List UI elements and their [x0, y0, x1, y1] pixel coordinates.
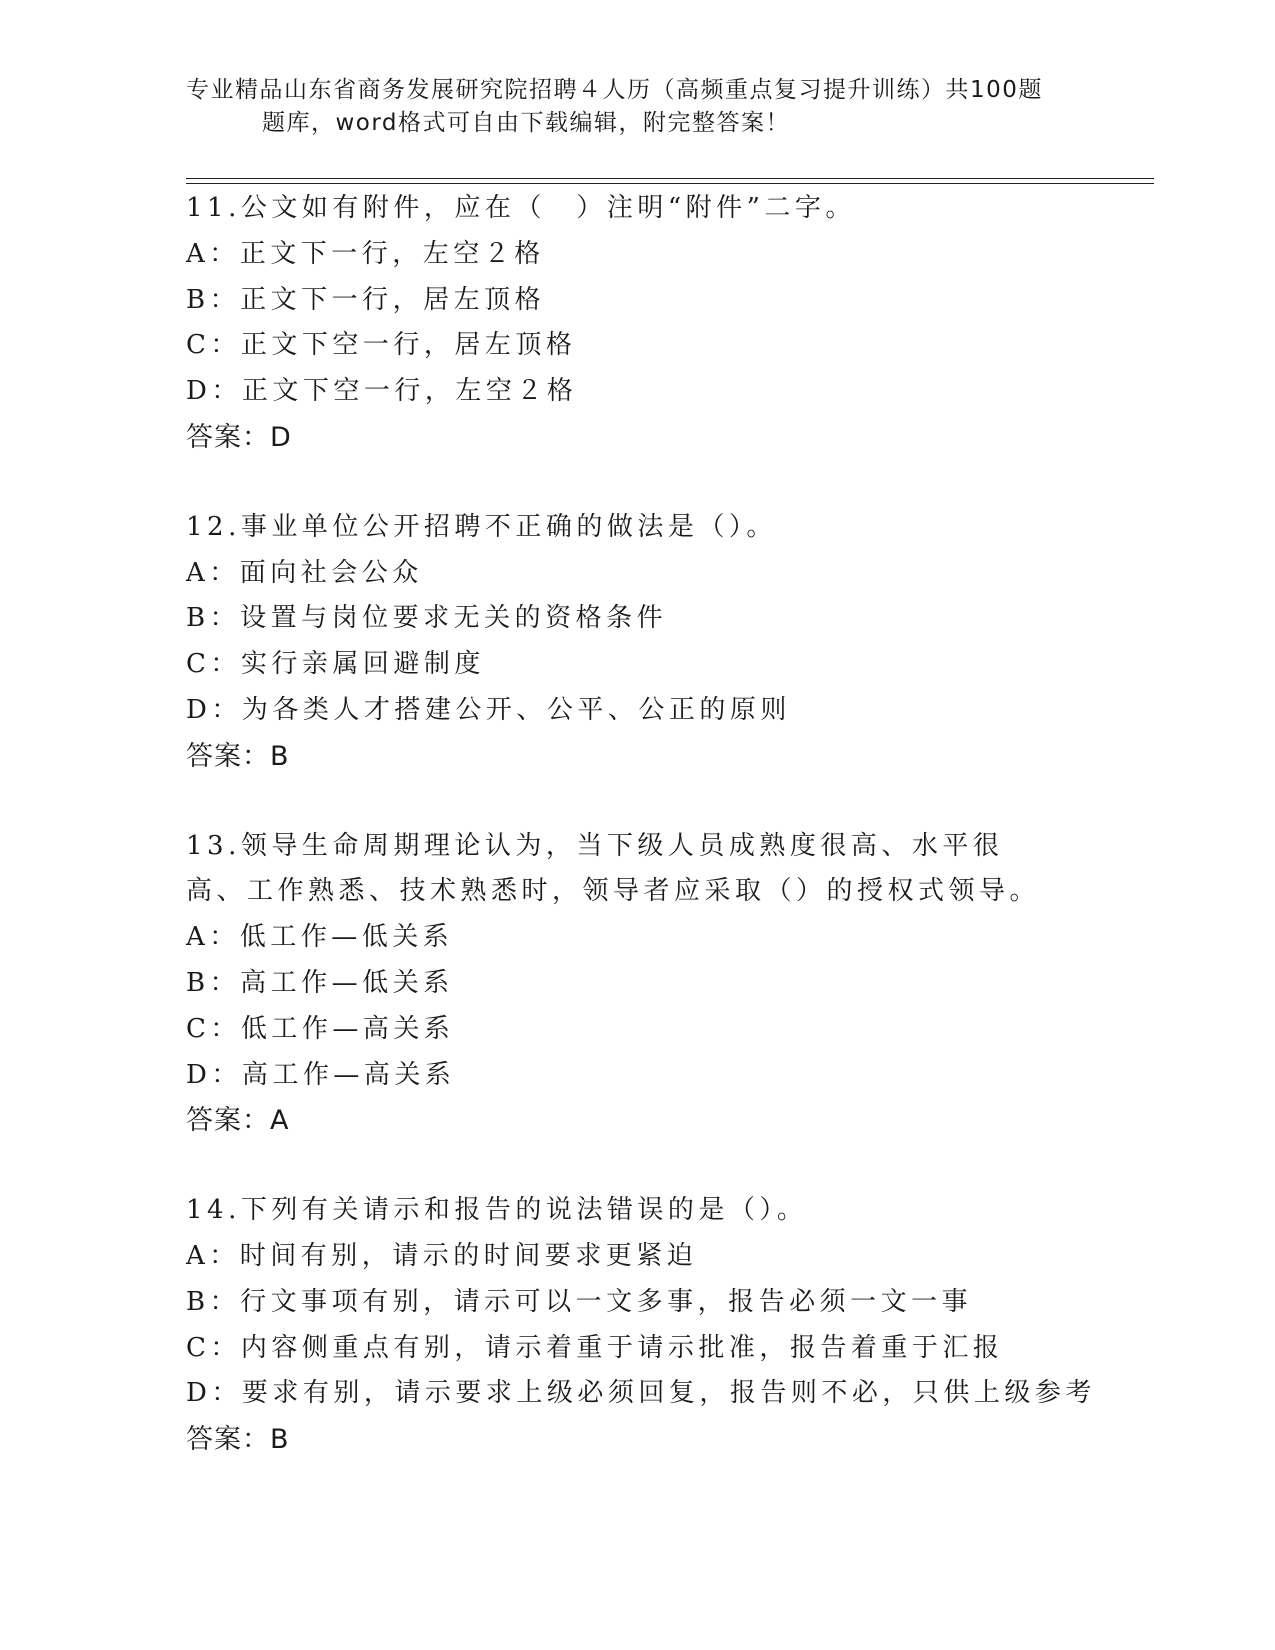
- answer-line: 答案：B: [186, 1424, 290, 1456]
- answer-line: 答案：D: [186, 421, 292, 453]
- option-b: B：高工作—低关系: [186, 967, 454, 998]
- header-divider-bottom: [186, 183, 1154, 184]
- question-list: [186, 186, 1096, 1507]
- question-text: 14.下列有关请示和报告的说法错误的是（）。: [186, 1195, 808, 1226]
- option-a: A：正文下一行，左空２格: [186, 238, 545, 269]
- option-a: A：时间有别，请示的时间要求更紧迫: [186, 1240, 698, 1271]
- option-b: B：正文下一行，居左顶格: [186, 284, 546, 315]
- question-13: [186, 824, 1086, 1145]
- option-a: A：面向社会公众: [186, 557, 423, 588]
- option-c: C：内容侧重点有别，请示着重于请示批准，报告着重于汇报: [186, 1332, 1004, 1363]
- option-d: D：正文下空一行，左空２格: [186, 376, 578, 407]
- question-text: 11.公文如有附件，应在（ ）注明“附件”二字。: [186, 193, 856, 223]
- question-text: 12.事业单位公开招聘不正确的做法是（）。: [186, 511, 777, 542]
- option-d: D：为各类人才搭建公开、公平、公正的原则: [186, 694, 791, 725]
- question-12: [186, 505, 1086, 780]
- option-b: B：设置与岗位要求无关的资格条件: [186, 603, 668, 634]
- option-b: B：行文事项有别，请示可以一文多事，报告必须一文一事: [186, 1286, 973, 1317]
- option-d: D：要求有别，请示要求上级必须回复，报告则不必，只供上级参考: [186, 1378, 1096, 1409]
- question-14: [186, 1188, 1096, 1463]
- header-title-line1: 专业精品山东省商务发展研究院招聘４人历（高频重点复习提升训练）共100题: [186, 77, 1043, 103]
- option-c: C：实行亲属回避制度: [186, 649, 485, 680]
- header-title-line2: 题库，word格式可自由下载编辑，附完整答案！: [262, 110, 791, 136]
- question-11: [186, 186, 1086, 461]
- option-c: C：低工作—高关系: [186, 1013, 455, 1044]
- answer-line: 答案：B: [186, 740, 290, 772]
- answer-line: 答案：A: [186, 1105, 290, 1137]
- question-text: 13.领导生命周期理论认为，当下级人员成熟度很高、水平很高、工作熟悉、技术熟悉时，领导者应采取（）的授权式领导。: [186, 830, 1041, 907]
- option-d: D：高工作—高关系: [186, 1059, 456, 1090]
- option-c: C：正文下空一行，居左顶格: [186, 330, 577, 361]
- document-header: [186, 74, 1066, 140]
- option-a: A：低工作—低关系: [186, 922, 454, 953]
- header-divider-top: [186, 178, 1154, 179]
